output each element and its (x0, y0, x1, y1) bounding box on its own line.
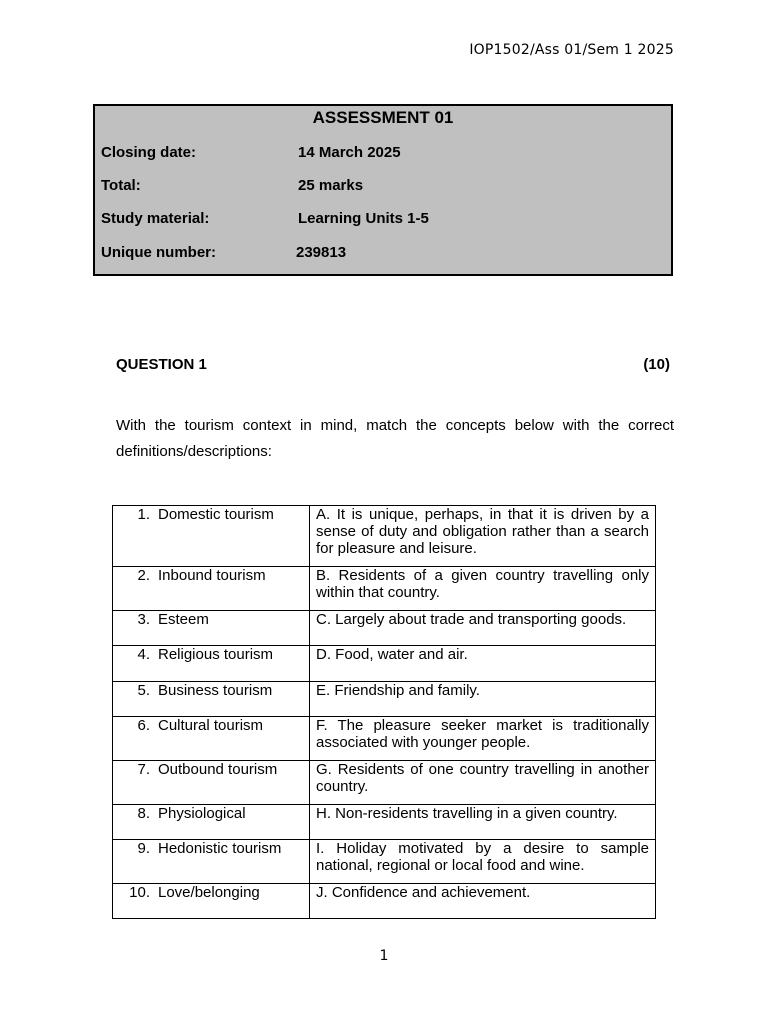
table-row (113, 646, 656, 682)
table-row (113, 506, 656, 567)
table-row (113, 682, 656, 717)
assessment-title: ASSESSMENT 01 (312, 108, 454, 127)
definition-text: H. Non-residents travelling in a given country. (316, 805, 618, 822)
concept-cell (113, 840, 310, 884)
assessment-info-box (93, 104, 673, 276)
concept-number: 10. (129, 884, 150, 901)
concept-label: Business tourism (158, 682, 273, 699)
total-label: Total: (101, 177, 141, 194)
table-row (113, 761, 656, 805)
table-row (113, 840, 656, 884)
concept-label: Esteem (158, 611, 209, 628)
definition-cell (310, 682, 656, 717)
concept-label: Religious tourism (158, 646, 274, 663)
definition-text: B. Residents of a given country travelling only within that country. (316, 567, 649, 601)
definition-text: G. Residents of one country travelling in another country. (316, 761, 649, 795)
definition-cell (310, 611, 656, 646)
definition-cell (310, 884, 656, 919)
question-instructions: With the tourism context in mind, match the concepts below with the correct definitions/descriptions: (116, 417, 674, 460)
definition-cell (310, 567, 656, 611)
concept-number: 8. (137, 805, 150, 822)
definition-text: I. Holiday motivated by a desire to sample national, regional or local food and wine. (316, 840, 649, 874)
unique-number-label: Unique number: (101, 244, 216, 261)
concept-number: 4. (137, 646, 150, 663)
document-reference: IOP1502/Ass 01/Sem 1 2025 (469, 42, 674, 58)
table-row (113, 717, 656, 761)
definition-text: C. Largely about trade and transporting goods. (316, 611, 627, 628)
total-value: 25 marks (298, 177, 364, 194)
question-title: QUESTION 1 (116, 356, 207, 373)
concept-label: Inbound tourism (158, 567, 266, 584)
definition-cell (310, 761, 656, 805)
study-material-label: Study material: (101, 210, 210, 227)
concept-label: Outbound tourism (158, 761, 278, 778)
definition-cell (310, 646, 656, 682)
definition-text: A. It is unique, perhaps, in that it is driven by a sense of duty and obligation rather than a search for pleasure and leisure. (316, 506, 649, 557)
concept-cell (113, 506, 310, 567)
table-row (113, 884, 656, 919)
study-material-value: Learning Units 1-5 (298, 210, 429, 227)
table-row (113, 805, 656, 840)
concept-label: Love/belonging (158, 884, 260, 901)
page-number: 1 (379, 948, 389, 964)
definition-cell (310, 840, 656, 884)
table-row (113, 567, 656, 611)
concept-number: 7. (137, 761, 150, 778)
concept-number: 3. (137, 611, 150, 628)
concept-label: Cultural tourism (158, 717, 264, 734)
concept-number: 5. (137, 682, 150, 699)
concept-number: 2. (137, 567, 150, 584)
concept-label: Hedonistic tourism (158, 840, 282, 857)
concept-cell (113, 761, 310, 805)
unique-number-value: 239813 (296, 244, 347, 261)
definition-text: E. Friendship and family. (316, 682, 480, 699)
concept-cell (113, 884, 310, 919)
definition-text: J. Confidence and achievement. (316, 884, 531, 901)
concept-cell (113, 682, 310, 717)
concept-number: 1. (137, 506, 150, 523)
concept-cell (113, 717, 310, 761)
definition-text: D. Food, water and air. (316, 646, 468, 663)
concept-cell (113, 805, 310, 840)
matching-table (112, 505, 656, 919)
table-row (113, 611, 656, 646)
definition-text: F. The pleasure seeker market is traditionally associated with younger people. (316, 717, 649, 751)
concept-label: Physiological (158, 805, 246, 822)
definition-cell (310, 717, 656, 761)
definition-cell (310, 805, 656, 840)
question-marks: (10) (643, 356, 670, 373)
closing-date-label: Closing date: (101, 144, 197, 161)
concept-cell (113, 611, 310, 646)
concept-number: 9. (137, 840, 150, 857)
concept-cell (113, 646, 310, 682)
concept-label: Domestic tourism (158, 506, 274, 523)
closing-date-value: 14 March 2025 (298, 144, 401, 161)
concept-number: 6. (137, 717, 150, 734)
concept-cell (113, 567, 310, 611)
definition-cell (310, 506, 656, 567)
